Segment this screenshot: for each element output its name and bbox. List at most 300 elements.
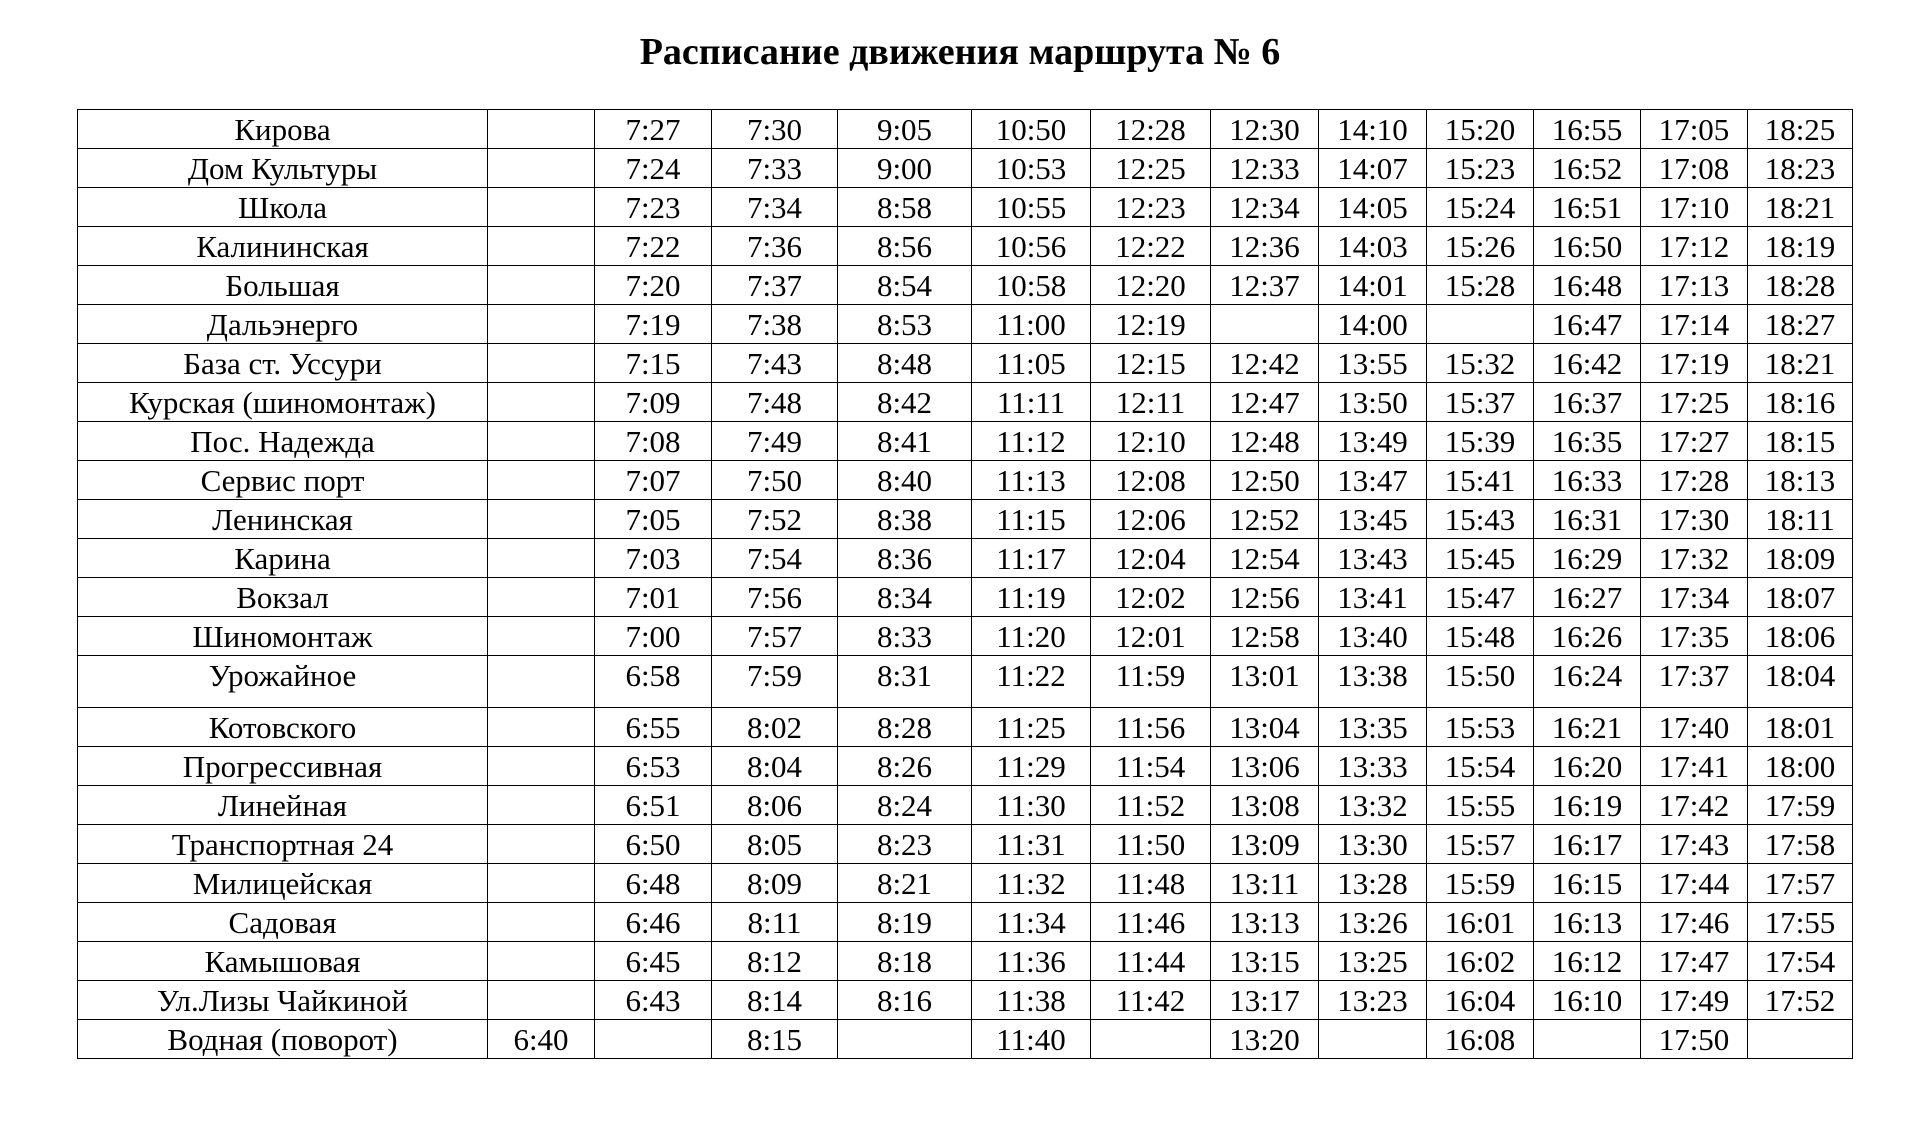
time-cell: 17:46 <box>1641 903 1748 942</box>
time-cell <box>488 981 595 1020</box>
time-cell <box>488 903 595 942</box>
stop-name-cell: Карина <box>78 539 488 578</box>
time-cell: 8:21 <box>838 864 972 903</box>
time-cell: 8:14 <box>712 981 838 1020</box>
time-cell: 11:56 <box>1091 708 1211 747</box>
time-cell: 11:12 <box>972 422 1091 461</box>
table-row <box>78 227 1853 266</box>
time-cell: 11:54 <box>1091 747 1211 786</box>
time-cell <box>1748 1020 1853 1059</box>
time-cell: 17:54 <box>1748 942 1853 981</box>
time-cell: 16:10 <box>1534 981 1641 1020</box>
time-cell: 15:23 <box>1427 149 1534 188</box>
time-cell: 8:53 <box>838 305 972 344</box>
time-cell: 17:50 <box>1641 1020 1748 1059</box>
time-cell: 7:15 <box>595 344 712 383</box>
time-cell: 18:00 <box>1748 747 1853 786</box>
time-cell: 17:13 <box>1641 266 1748 305</box>
table-row <box>78 500 1853 539</box>
time-cell: 16:33 <box>1534 461 1641 500</box>
time-cell: 8:02 <box>712 708 838 747</box>
time-cell: 12:47 <box>1211 383 1319 422</box>
time-cell: 12:56 <box>1211 578 1319 617</box>
time-cell: 17:12 <box>1641 227 1748 266</box>
time-cell: 7:50 <box>712 461 838 500</box>
time-cell: 8:31 <box>838 656 972 708</box>
time-cell: 18:04 <box>1748 656 1853 708</box>
time-cell: 18:23 <box>1748 149 1853 188</box>
time-cell: 13:11 <box>1211 864 1319 903</box>
time-cell <box>1211 305 1319 344</box>
time-cell: 17:10 <box>1641 188 1748 227</box>
time-cell: 17:37 <box>1641 656 1748 708</box>
time-cell: 17:41 <box>1641 747 1748 786</box>
time-cell: 15:48 <box>1427 617 1534 656</box>
time-cell: 16:50 <box>1534 227 1641 266</box>
time-cell: 13:20 <box>1211 1020 1319 1059</box>
time-cell: 17:25 <box>1641 383 1748 422</box>
time-cell: 7:36 <box>712 227 838 266</box>
time-cell: 12:28 <box>1091 110 1211 149</box>
time-cell: 15:26 <box>1427 227 1534 266</box>
table-row <box>78 188 1853 227</box>
time-cell: 13:32 <box>1319 786 1427 825</box>
time-cell: 17:28 <box>1641 461 1748 500</box>
time-cell: 16:37 <box>1534 383 1641 422</box>
time-cell: 11:31 <box>972 825 1091 864</box>
time-cell <box>595 1020 712 1059</box>
time-cell: 16:12 <box>1534 942 1641 981</box>
time-cell: 11:29 <box>972 747 1091 786</box>
time-cell: 8:19 <box>838 903 972 942</box>
time-cell: 13:33 <box>1319 747 1427 786</box>
time-cell: 12:10 <box>1091 422 1211 461</box>
time-cell: 16:47 <box>1534 305 1641 344</box>
time-cell: 9:05 <box>838 110 972 149</box>
time-cell <box>488 617 595 656</box>
time-cell <box>488 500 595 539</box>
time-cell: 11:38 <box>972 981 1091 1020</box>
time-cell: 7:38 <box>712 305 838 344</box>
time-cell: 16:27 <box>1534 578 1641 617</box>
time-cell: 14:00 <box>1319 305 1427 344</box>
time-cell: 11:32 <box>972 864 1091 903</box>
stop-name-cell: Вокзал <box>78 578 488 617</box>
time-cell: 16:24 <box>1534 656 1641 708</box>
time-cell <box>488 149 595 188</box>
stop-name-cell: Линейная <box>78 786 488 825</box>
time-cell: 18:19 <box>1748 227 1853 266</box>
table-row <box>78 825 1853 864</box>
time-cell: 18:07 <box>1748 578 1853 617</box>
stop-name-cell: Дальэнерго <box>78 305 488 344</box>
time-cell <box>1319 1020 1427 1059</box>
time-cell: 15:41 <box>1427 461 1534 500</box>
time-cell: 8:23 <box>838 825 972 864</box>
time-cell: 7:52 <box>712 500 838 539</box>
stop-name-cell: Пос. Надежда <box>78 422 488 461</box>
time-cell: 15:54 <box>1427 747 1534 786</box>
time-cell: 17:47 <box>1641 942 1748 981</box>
time-cell: 12:22 <box>1091 227 1211 266</box>
page-title: Расписание движения маршрута № 6 <box>639 31 1281 73</box>
time-cell: 7:03 <box>595 539 712 578</box>
time-cell: 15:20 <box>1427 110 1534 149</box>
time-cell: 11:25 <box>972 708 1091 747</box>
time-cell: 18:27 <box>1748 305 1853 344</box>
time-cell: 7:24 <box>595 149 712 188</box>
time-cell: 11:40 <box>972 1020 1091 1059</box>
time-cell: 17:49 <box>1641 981 1748 1020</box>
time-cell: 10:55 <box>972 188 1091 227</box>
time-cell: 12:37 <box>1211 266 1319 305</box>
time-cell: 13:08 <box>1211 786 1319 825</box>
time-cell: 11:34 <box>972 903 1091 942</box>
stop-name-cell: Школа <box>78 188 488 227</box>
time-cell: 8:56 <box>838 227 972 266</box>
time-cell: 15:32 <box>1427 344 1534 383</box>
time-cell: 13:49 <box>1319 422 1427 461</box>
time-cell: 8:05 <box>712 825 838 864</box>
time-cell: 17:58 <box>1748 825 1853 864</box>
time-cell <box>1091 1020 1211 1059</box>
time-cell: 8:12 <box>712 942 838 981</box>
time-cell: 16:19 <box>1534 786 1641 825</box>
time-cell: 7:49 <box>712 422 838 461</box>
stop-name-cell: Ул.Лизы Чайкиной <box>78 981 488 1020</box>
time-cell: 8:24 <box>838 786 972 825</box>
time-cell: 15:50 <box>1427 656 1534 708</box>
time-cell: 7:09 <box>595 383 712 422</box>
stop-name-cell: Котовского <box>78 708 488 747</box>
time-cell: 11:46 <box>1091 903 1211 942</box>
time-cell: 12:30 <box>1211 110 1319 149</box>
time-cell <box>488 110 595 149</box>
time-cell <box>488 578 595 617</box>
time-cell: 13:23 <box>1319 981 1427 1020</box>
time-cell: 17:42 <box>1641 786 1748 825</box>
time-cell: 8:36 <box>838 539 972 578</box>
time-cell: 8:34 <box>838 578 972 617</box>
time-cell: 17:55 <box>1748 903 1853 942</box>
time-cell: 16:26 <box>1534 617 1641 656</box>
time-cell: 11:19 <box>972 578 1091 617</box>
time-cell: 6:51 <box>595 786 712 825</box>
time-cell: 13:45 <box>1319 500 1427 539</box>
time-cell: 13:17 <box>1211 981 1319 1020</box>
time-cell <box>488 305 595 344</box>
time-cell <box>838 1020 972 1059</box>
time-cell <box>488 266 595 305</box>
table-row <box>78 266 1853 305</box>
time-cell: 16:55 <box>1534 110 1641 149</box>
time-cell: 8:04 <box>712 747 838 786</box>
time-cell: 13:26 <box>1319 903 1427 942</box>
time-cell: 15:55 <box>1427 786 1534 825</box>
time-cell: 10:56 <box>972 227 1091 266</box>
time-cell: 17:34 <box>1641 578 1748 617</box>
time-cell: 13:06 <box>1211 747 1319 786</box>
time-cell: 18:06 <box>1748 617 1853 656</box>
time-cell: 13:04 <box>1211 708 1319 747</box>
time-cell <box>488 942 595 981</box>
time-cell: 16:42 <box>1534 344 1641 383</box>
stop-name-cell: Садовая <box>78 903 488 942</box>
time-cell: 8:09 <box>712 864 838 903</box>
time-cell <box>488 656 595 708</box>
table-row <box>78 903 1853 942</box>
time-cell: 7:34 <box>712 188 838 227</box>
time-cell: 7:19 <box>595 305 712 344</box>
table-row <box>78 942 1853 981</box>
table-row <box>78 110 1853 149</box>
time-cell: 8:15 <box>712 1020 838 1059</box>
time-cell <box>488 708 595 747</box>
time-cell: 16:17 <box>1534 825 1641 864</box>
time-cell: 7:37 <box>712 266 838 305</box>
time-cell: 7:56 <box>712 578 838 617</box>
time-cell: 16:04 <box>1427 981 1534 1020</box>
time-cell <box>488 864 595 903</box>
time-cell: 17:43 <box>1641 825 1748 864</box>
time-cell: 11:20 <box>972 617 1091 656</box>
time-cell: 8:41 <box>838 422 972 461</box>
time-cell: 6:50 <box>595 825 712 864</box>
time-cell: 6:48 <box>595 864 712 903</box>
time-cell: 7:33 <box>712 149 838 188</box>
time-cell: 6:55 <box>595 708 712 747</box>
time-cell: 12:01 <box>1091 617 1211 656</box>
time-cell: 16:02 <box>1427 942 1534 981</box>
time-cell: 18:09 <box>1748 539 1853 578</box>
time-cell: 12:19 <box>1091 305 1211 344</box>
time-cell: 17:19 <box>1641 344 1748 383</box>
time-cell: 17:27 <box>1641 422 1748 461</box>
table-row <box>78 461 1853 500</box>
table-row <box>78 981 1853 1020</box>
time-cell: 12:15 <box>1091 344 1211 383</box>
time-cell: 14:01 <box>1319 266 1427 305</box>
table-row <box>78 578 1853 617</box>
table-row <box>78 383 1853 422</box>
stop-name-cell: Милицейская <box>78 864 488 903</box>
time-cell: 17:44 <box>1641 864 1748 903</box>
time-cell: 11:05 <box>972 344 1091 383</box>
time-cell: 11:48 <box>1091 864 1211 903</box>
time-cell: 7:57 <box>712 617 838 656</box>
time-cell: 12:42 <box>1211 344 1319 383</box>
time-cell: 6:53 <box>595 747 712 786</box>
time-cell: 12:58 <box>1211 617 1319 656</box>
time-cell: 15:57 <box>1427 825 1534 864</box>
time-cell: 18:28 <box>1748 266 1853 305</box>
time-cell: 12:34 <box>1211 188 1319 227</box>
time-cell: 16:15 <box>1534 864 1641 903</box>
time-cell <box>488 188 595 227</box>
time-cell: 12:25 <box>1091 149 1211 188</box>
table-row <box>78 786 1853 825</box>
time-cell: 12:08 <box>1091 461 1211 500</box>
time-cell: 16:01 <box>1427 903 1534 942</box>
time-cell: 12:23 <box>1091 188 1211 227</box>
time-cell: 18:21 <box>1748 188 1853 227</box>
stop-name-cell: Транспортная 24 <box>78 825 488 864</box>
time-cell: 15:47 <box>1427 578 1534 617</box>
time-cell: 18:15 <box>1748 422 1853 461</box>
time-cell: 8:58 <box>838 188 972 227</box>
time-cell: 15:28 <box>1427 266 1534 305</box>
time-cell: 13:01 <box>1211 656 1319 708</box>
time-cell <box>488 227 595 266</box>
time-cell: 8:11 <box>712 903 838 942</box>
time-cell: 13:40 <box>1319 617 1427 656</box>
table-row <box>78 708 1853 747</box>
time-cell: 13:35 <box>1319 708 1427 747</box>
table-row <box>78 747 1853 786</box>
stop-name-cell: Ленинская <box>78 500 488 539</box>
time-cell: 7:54 <box>712 539 838 578</box>
time-cell: 7:07 <box>595 461 712 500</box>
table-row <box>78 617 1853 656</box>
time-cell: 12:52 <box>1211 500 1319 539</box>
time-cell: 13:55 <box>1319 344 1427 383</box>
time-cell: 16:35 <box>1534 422 1641 461</box>
time-cell: 10:53 <box>972 149 1091 188</box>
time-cell: 8:54 <box>838 266 972 305</box>
time-cell: 13:41 <box>1319 578 1427 617</box>
time-cell: 7:23 <box>595 188 712 227</box>
schedule-body <box>78 110 1853 1059</box>
time-cell: 18:13 <box>1748 461 1853 500</box>
time-cell: 11:11 <box>972 383 1091 422</box>
time-cell: 13:50 <box>1319 383 1427 422</box>
time-cell: 17:35 <box>1641 617 1748 656</box>
time-cell: 12:06 <box>1091 500 1211 539</box>
time-cell: 17:05 <box>1641 110 1748 149</box>
time-cell: 12:11 <box>1091 383 1211 422</box>
time-cell: 11:00 <box>972 305 1091 344</box>
time-cell: 8:33 <box>838 617 972 656</box>
time-cell: 12:48 <box>1211 422 1319 461</box>
time-cell: 13:47 <box>1319 461 1427 500</box>
time-cell <box>488 461 595 500</box>
time-cell: 18:21 <box>1748 344 1853 383</box>
time-cell: 17:32 <box>1641 539 1748 578</box>
time-cell: 16:31 <box>1534 500 1641 539</box>
time-cell: 9:00 <box>838 149 972 188</box>
time-cell: 7:27 <box>595 110 712 149</box>
time-cell: 16:52 <box>1534 149 1641 188</box>
time-cell: 10:58 <box>972 266 1091 305</box>
time-cell: 11:36 <box>972 942 1091 981</box>
time-cell: 17:14 <box>1641 305 1748 344</box>
time-cell: 7:59 <box>712 656 838 708</box>
time-cell: 6:40 <box>488 1020 595 1059</box>
stop-name-cell: Курская (шиномонтаж) <box>78 383 488 422</box>
time-cell <box>488 539 595 578</box>
stop-name-cell: Водная (поворот) <box>78 1020 488 1059</box>
time-cell <box>1534 1020 1641 1059</box>
time-cell: 12:04 <box>1091 539 1211 578</box>
time-cell: 8:48 <box>838 344 972 383</box>
time-cell: 12:36 <box>1211 227 1319 266</box>
time-cell: 17:52 <box>1748 981 1853 1020</box>
time-cell: 15:53 <box>1427 708 1534 747</box>
time-cell: 11:22 <box>972 656 1091 708</box>
time-cell: 17:30 <box>1641 500 1748 539</box>
time-cell <box>488 786 595 825</box>
time-cell: 7:20 <box>595 266 712 305</box>
time-cell: 18:25 <box>1748 110 1853 149</box>
time-cell: 13:28 <box>1319 864 1427 903</box>
time-cell: 17:08 <box>1641 149 1748 188</box>
time-cell <box>488 422 595 461</box>
time-cell: 8:40 <box>838 461 972 500</box>
time-cell: 6:45 <box>595 942 712 981</box>
time-cell: 14:03 <box>1319 227 1427 266</box>
time-cell: 7:30 <box>712 110 838 149</box>
time-cell <box>488 747 595 786</box>
time-cell: 8:26 <box>838 747 972 786</box>
time-cell: 15:39 <box>1427 422 1534 461</box>
table-row <box>78 149 1853 188</box>
time-cell: 16:13 <box>1534 903 1641 942</box>
time-cell: 17:57 <box>1748 864 1853 903</box>
time-cell: 11:30 <box>972 786 1091 825</box>
time-cell: 11:13 <box>972 461 1091 500</box>
time-cell: 7:05 <box>595 500 712 539</box>
time-cell: 12:50 <box>1211 461 1319 500</box>
table-row <box>78 422 1853 461</box>
time-cell: 13:38 <box>1319 656 1427 708</box>
time-cell: 14:05 <box>1319 188 1427 227</box>
time-cell: 13:13 <box>1211 903 1319 942</box>
table-row <box>78 539 1853 578</box>
stop-name-cell: База ст. Уссури <box>78 344 488 383</box>
time-cell: 6:58 <box>595 656 712 708</box>
time-cell: 18:11 <box>1748 500 1853 539</box>
time-cell <box>488 383 595 422</box>
time-cell: 15:59 <box>1427 864 1534 903</box>
time-cell: 15:43 <box>1427 500 1534 539</box>
time-cell: 16:08 <box>1427 1020 1534 1059</box>
time-cell: 12:33 <box>1211 149 1319 188</box>
time-cell: 18:01 <box>1748 708 1853 747</box>
time-cell: 13:30 <box>1319 825 1427 864</box>
time-cell: 15:24 <box>1427 188 1534 227</box>
time-cell: 17:59 <box>1748 786 1853 825</box>
time-cell: 6:46 <box>595 903 712 942</box>
table-row <box>78 1020 1853 1059</box>
time-cell: 13:15 <box>1211 942 1319 981</box>
stop-name-cell: Калининская <box>78 227 488 266</box>
stop-name-cell: Шиномонтаж <box>78 617 488 656</box>
time-cell <box>488 344 595 383</box>
time-cell <box>1427 305 1534 344</box>
time-cell: 7:43 <box>712 344 838 383</box>
stop-name-cell: Дом Культуры <box>78 149 488 188</box>
table-row <box>78 864 1853 903</box>
time-cell: 11:44 <box>1091 942 1211 981</box>
time-cell: 7:22 <box>595 227 712 266</box>
time-cell: 7:01 <box>595 578 712 617</box>
time-cell: 12:02 <box>1091 578 1211 617</box>
time-cell: 16:21 <box>1534 708 1641 747</box>
time-cell: 17:40 <box>1641 708 1748 747</box>
stop-name-cell: Прогрессивная <box>78 747 488 786</box>
time-cell: 7:00 <box>595 617 712 656</box>
time-cell: 6:43 <box>595 981 712 1020</box>
